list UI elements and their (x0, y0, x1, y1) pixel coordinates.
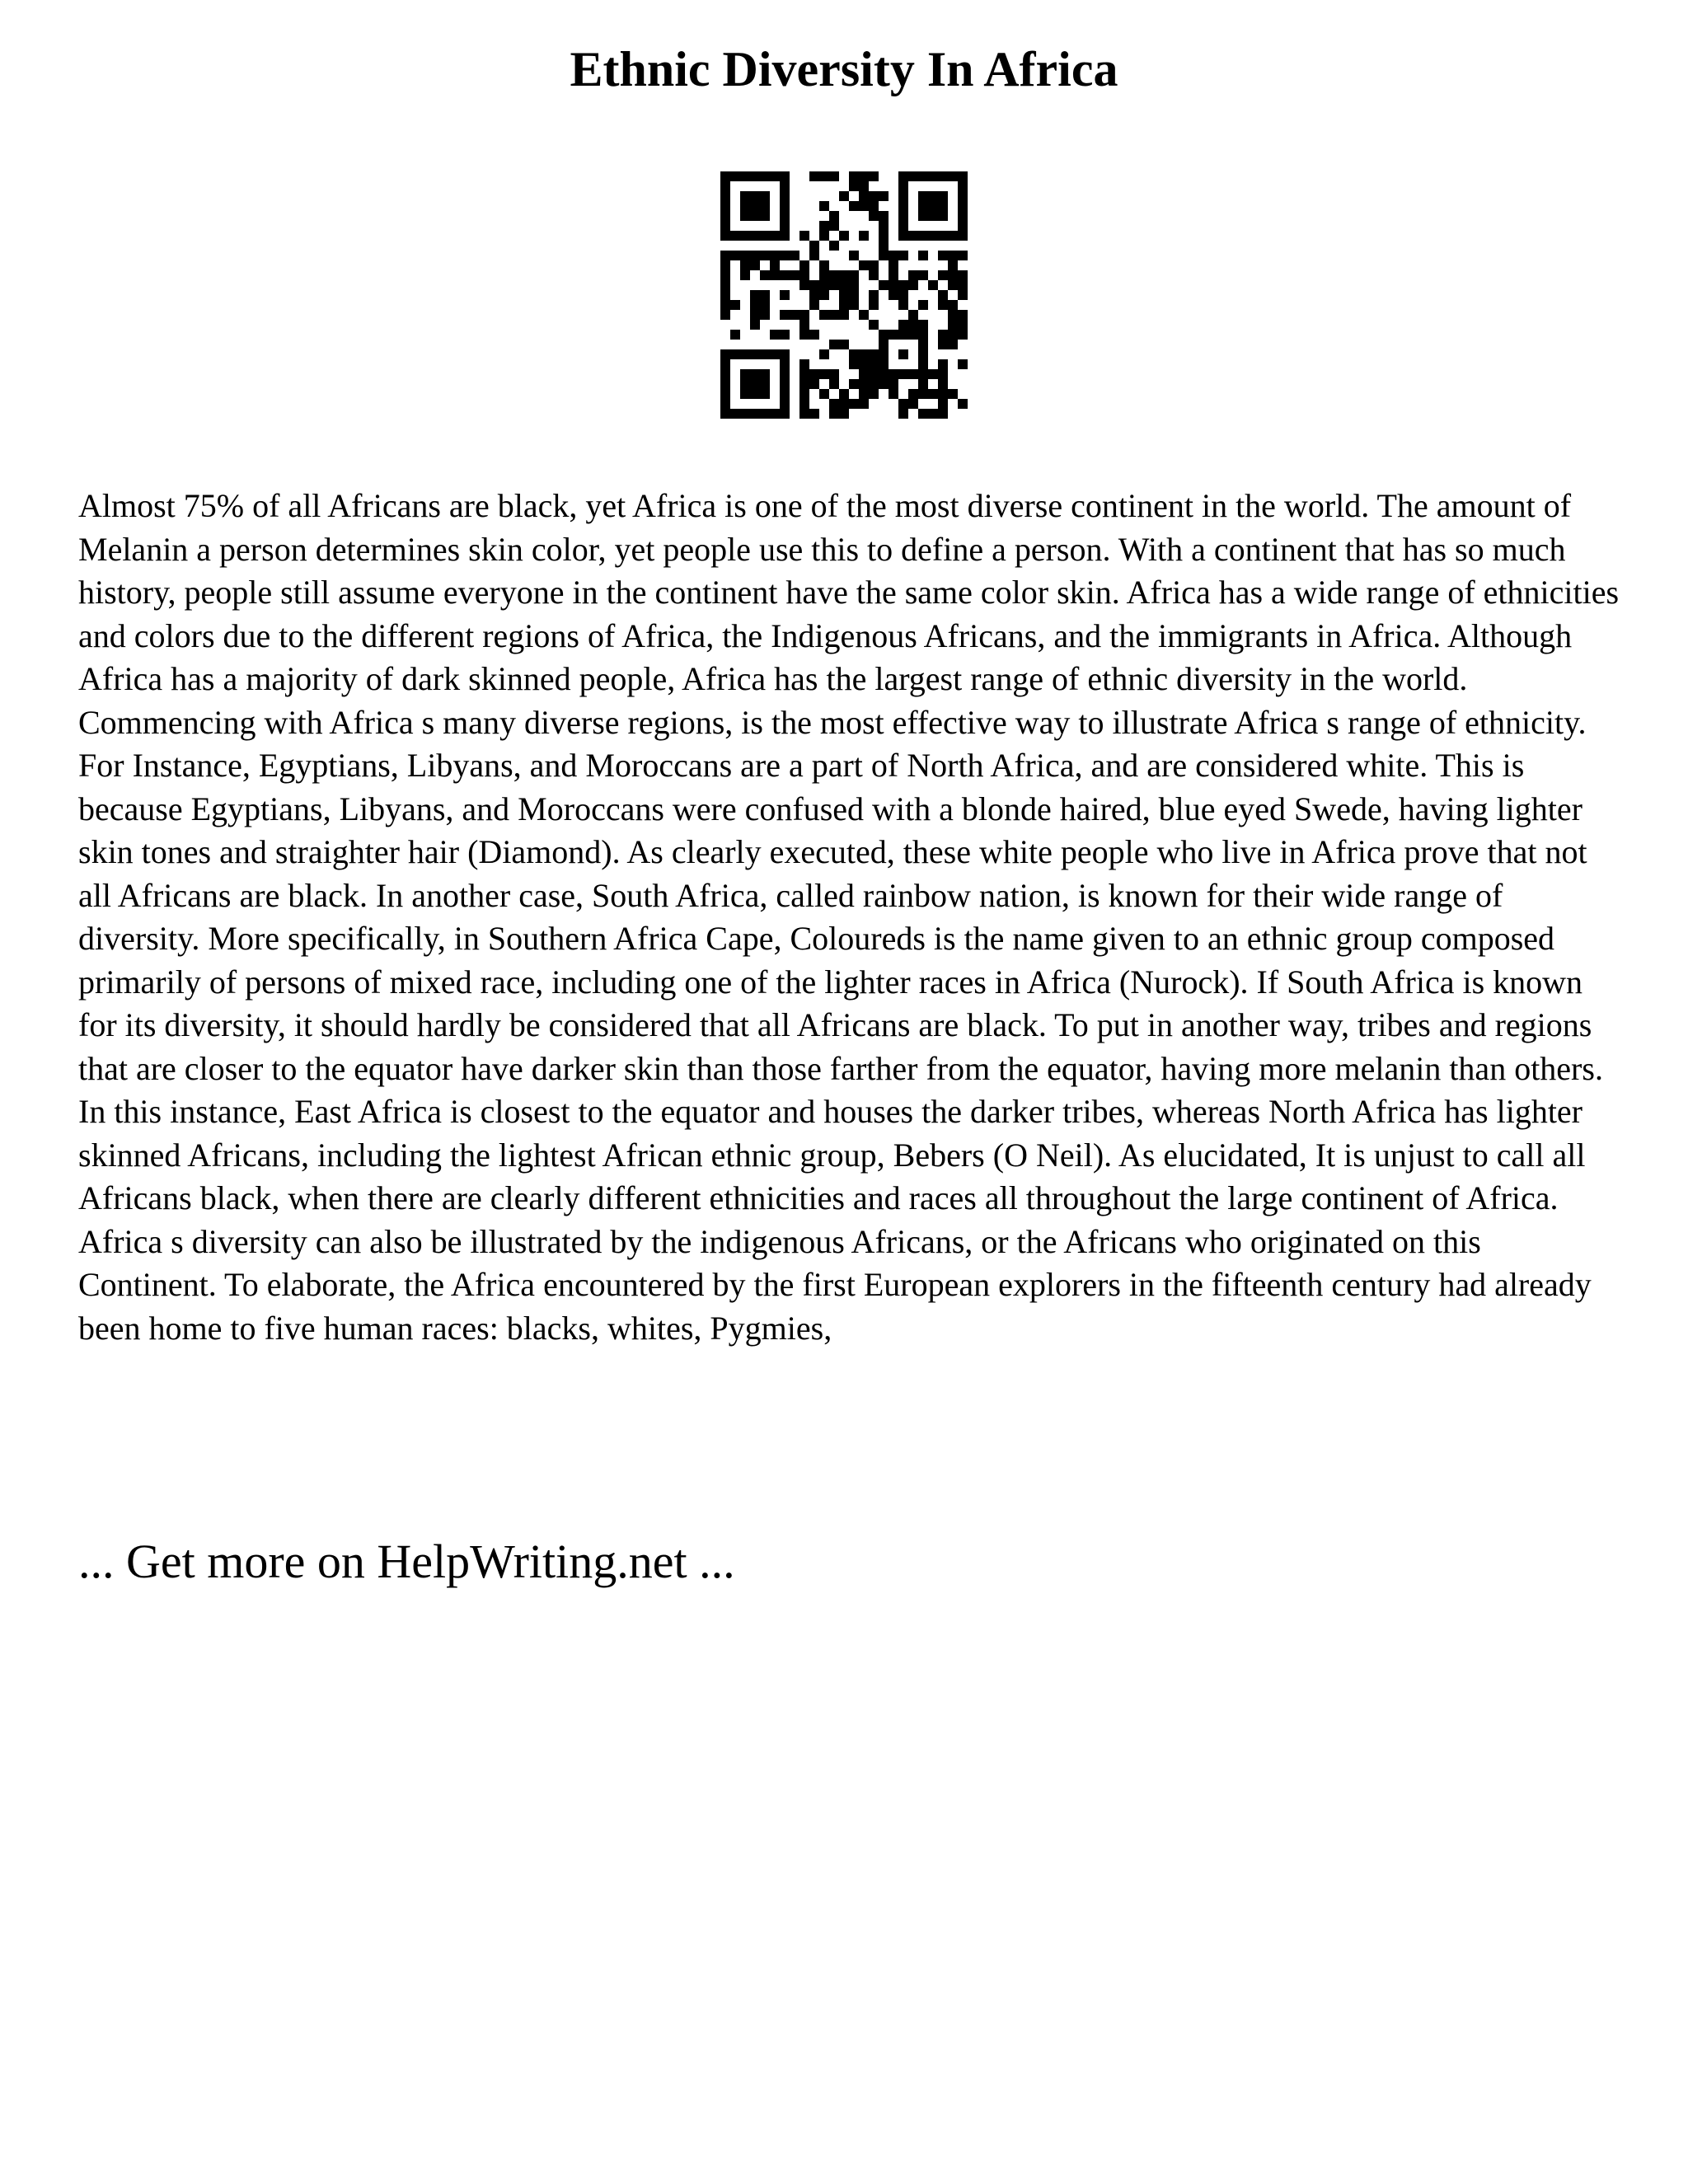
qr-module (948, 280, 958, 290)
qr-module (849, 290, 859, 300)
qr-module (908, 369, 918, 379)
qr-module (879, 330, 889, 340)
qr-module (908, 399, 918, 409)
qr-module (879, 359, 889, 369)
qr-module (889, 369, 898, 379)
qr-module (889, 270, 898, 280)
qr-module (780, 290, 790, 300)
qr-module (849, 399, 859, 409)
qr-module (938, 340, 948, 349)
qr-module (889, 260, 898, 270)
qr-module (799, 359, 809, 369)
qr-module (839, 389, 849, 399)
qr-module (898, 280, 908, 290)
qr-module (829, 379, 839, 389)
qr-finder-part (780, 181, 790, 231)
qr-module (938, 251, 948, 260)
qr-module (948, 310, 958, 320)
qr-module (740, 251, 750, 260)
qr-module (809, 171, 819, 181)
qr-module (809, 251, 819, 260)
qr-module (898, 300, 908, 310)
qr-module (750, 251, 760, 260)
qr-module (958, 359, 968, 369)
qr-module (799, 330, 809, 340)
qr-module (859, 201, 869, 211)
qr-module (819, 270, 829, 280)
qr-module (720, 280, 730, 290)
qr-module (918, 389, 928, 399)
qr-module (770, 260, 780, 270)
qr-module (819, 290, 829, 300)
qr-module (829, 221, 839, 231)
qr-module (869, 359, 879, 369)
qr-module (948, 260, 958, 270)
qr-module (809, 379, 819, 389)
qr-module (859, 310, 869, 320)
qr-module (730, 251, 740, 260)
qr-module (869, 270, 879, 280)
qr-module (760, 270, 770, 280)
qr-module (908, 310, 918, 320)
qr-module (879, 191, 889, 201)
article-body (78, 485, 1620, 1350)
qr-module (869, 290, 879, 300)
qr-module (869, 211, 879, 221)
qr-module (859, 399, 869, 409)
qr-module (938, 379, 948, 389)
qr-module (879, 379, 889, 389)
qr-module (780, 310, 790, 320)
qr-module (879, 231, 889, 241)
qr-module (799, 310, 809, 320)
qr-module (948, 251, 958, 260)
qr-module (859, 191, 869, 201)
qr-module (829, 211, 839, 221)
qr-module (839, 290, 849, 300)
qr-module (958, 270, 968, 280)
qr-module (839, 399, 849, 409)
qr-module (819, 171, 829, 181)
qr-module (859, 349, 869, 359)
qr-module (770, 251, 780, 260)
paragraph-3: Africa s diversity can also be illustrated by the indigenous Africans, or the Africans who originated on this Continent. To elaborate, the Africa encountered by the first European explorers in the fifteenth century had already been home to five human races: blacks, whites, Pygmies, (78, 1222, 1592, 1347)
qr-module (790, 310, 799, 320)
qr-module (948, 270, 958, 280)
qr-module (750, 310, 760, 320)
qr-module (829, 270, 839, 280)
qr-module (918, 340, 928, 349)
qr-module (898, 349, 908, 359)
qr-module (740, 260, 750, 270)
paragraph-2: Commencing with Africa s many diverse regions, is the most effective way to illustrate Africa s range of ethnicity. For Instance, Egyptians, Libyans, and Moroccans are a part of North Africa, and are considered white. This is because Egyptians, Libyans, and Moroccans were confused with a blonde haired, blue eyed Swede, having lighter skin tones and straighter hair (Diamond). As clearly executed, these white people who live in Africa prove that not all Africans are black. In another case, South Africa, called rainbow nation, is known for their wide range of diversity. More specifically, in Southern Africa Cape, Coloureds is the name given to an ethnic group composed primarily of persons of mixed race, including one of the lighter races in Africa (Nurock). If South Africa is known for its diversity, it should hardly be considered that all Africans are black. To put in another way, tribes and regions that are closer to the equator have darker skin than those farther from the equator, having more melanin than others. In this instance, East Africa is closest to the equator and houses the darker tribes, whereas North Africa has lighter skinned Africans, including the lightest African ethnic group, Bebers (O Neil). As elucidated, It is unjust to call all Africans black, when there are clearly different ethnicities and races all throughout the large continent of Africa. (78, 703, 1603, 1216)
qr-module (829, 369, 839, 379)
qr-module (879, 369, 889, 379)
qr-module (799, 369, 809, 379)
qr-module (918, 270, 928, 280)
qr-module (879, 251, 889, 260)
qr-module (849, 201, 859, 211)
qr-module (948, 330, 958, 340)
qr-module (809, 290, 819, 300)
qr-module (799, 399, 809, 409)
qr-module (869, 379, 879, 389)
qr-module (859, 181, 869, 191)
qr-module (849, 379, 859, 389)
qr-module (829, 171, 839, 181)
qr-module (849, 270, 859, 280)
qr-module (750, 290, 760, 300)
qr-module (799, 260, 809, 270)
qr-module (849, 280, 859, 290)
qr-module (879, 340, 889, 349)
qr-module (809, 241, 819, 251)
qr-module (799, 231, 809, 241)
qr-module (918, 320, 928, 330)
qr-module (730, 300, 740, 310)
qr-module (720, 260, 730, 270)
qr-module (889, 280, 898, 290)
qr-module (869, 369, 879, 379)
qr-module (819, 280, 829, 290)
qr-module (780, 251, 790, 260)
qr-module (908, 389, 918, 399)
qr-module (799, 320, 809, 330)
qr-module (799, 389, 809, 399)
qr-module (958, 320, 968, 330)
qr-module (938, 270, 948, 280)
qr-finder-part (720, 359, 730, 409)
qr-module (879, 211, 889, 221)
qr-module (918, 359, 928, 369)
qr-module (918, 330, 928, 340)
qr-module (938, 290, 948, 300)
qr-module (819, 201, 829, 211)
qr-module (720, 310, 730, 320)
qr-module (750, 260, 760, 270)
qr-module (898, 369, 908, 379)
qr-module (869, 389, 879, 399)
qr-module (918, 251, 928, 260)
qr-module (928, 369, 938, 379)
qr-module (809, 280, 819, 290)
qr-module (839, 409, 849, 419)
qr-module (819, 260, 829, 270)
qr-module (790, 270, 799, 280)
qr-module (760, 310, 770, 320)
qr-module (938, 330, 948, 340)
qr-module (879, 349, 889, 359)
qr-module (958, 280, 968, 290)
qr-module (889, 389, 898, 399)
qr-module (928, 409, 938, 419)
qr-module (770, 270, 780, 280)
qr-module (869, 260, 879, 270)
qr-finder-part (720, 409, 790, 419)
qr-module (859, 359, 869, 369)
qr-module (819, 310, 829, 320)
qr-module (938, 300, 948, 310)
qr-module (958, 330, 968, 340)
qr-module (829, 399, 839, 409)
qr-module (780, 330, 790, 340)
page-title: Ethnic Diversity In Africa (570, 42, 1118, 96)
qr-module (740, 270, 750, 280)
qr-module (889, 251, 898, 260)
qr-module (948, 320, 958, 330)
qr-module (869, 349, 879, 359)
qr-module (720, 251, 730, 260)
qr-module (938, 359, 948, 369)
qr-module (859, 379, 869, 389)
qr-finder-part (740, 369, 770, 399)
qr-module (898, 330, 908, 340)
qr-module (760, 290, 770, 300)
qr-module (839, 191, 849, 201)
qr-module (819, 231, 829, 241)
qr-module (799, 379, 809, 389)
qr-module (799, 270, 809, 280)
qr-module (908, 330, 918, 340)
qr-module (799, 409, 809, 419)
qr-module (819, 221, 829, 231)
qr-module (770, 330, 780, 340)
qr-code-icon[interactable] (720, 171, 968, 419)
qr-module (898, 320, 908, 330)
qr-module (928, 280, 938, 290)
qr-module (829, 409, 839, 419)
qr-module (889, 290, 898, 300)
qr-module (918, 369, 928, 379)
qr-module (839, 310, 849, 320)
qr-module (809, 300, 819, 310)
qr-module (819, 349, 829, 359)
qr-module (730, 330, 740, 340)
qr-module (898, 251, 908, 260)
qr-module (849, 349, 859, 359)
qr-module (958, 251, 968, 260)
qr-module (839, 280, 849, 290)
qr-finder-part (918, 191, 948, 221)
qr-finder-part (720, 349, 790, 359)
qr-module (938, 399, 948, 409)
qr-module (849, 251, 859, 260)
qr-module (780, 270, 790, 280)
qr-module (829, 241, 839, 251)
qr-module (839, 300, 849, 310)
qr-module (859, 171, 869, 181)
qr-module (839, 270, 849, 280)
qr-module (869, 171, 879, 181)
qr-module (849, 300, 859, 310)
qr-module (879, 280, 889, 290)
qr-module (918, 300, 928, 310)
paragraph-1: Almost 75% of all Africans are black, yet Africa is one of the most diverse continent in the world. The amount of Melanin a person determines skin color, yet people use this to define a person. With a continent that has so much history, people still assume everyone in the continent have the same color skin. Africa has a wide range of ethnicities and colors due to the different regions of Africa, the Indigenous Africans, and the immigrants in Africa. Although Africa has a majority of dark skinned people, Africa has the largest range of ethnic diversity in the world. (78, 487, 1620, 697)
qr-module (938, 389, 948, 399)
qr-finder-part (898, 171, 968, 181)
qr-module (720, 290, 730, 300)
qr-module (809, 330, 819, 340)
qr-finder-part (740, 191, 770, 221)
qr-module (908, 280, 918, 290)
qr-finder-part (898, 181, 908, 231)
qr-finder-part (958, 181, 968, 231)
qr-module (829, 340, 839, 349)
qr-module (750, 300, 760, 310)
qr-module (869, 201, 879, 211)
qr-module (760, 251, 770, 260)
qr-module (849, 181, 859, 191)
qr-module (839, 231, 849, 241)
qr-module (918, 349, 928, 359)
qr-module (809, 409, 819, 419)
qr-module (948, 389, 958, 399)
qr-module (948, 340, 958, 349)
qr-module (859, 260, 869, 270)
qr-module (849, 171, 859, 181)
qr-module (938, 409, 948, 419)
qr-module (809, 369, 819, 379)
qr-module (869, 191, 879, 201)
qr-module (720, 270, 730, 280)
qr-module (839, 340, 849, 349)
qr-module (750, 320, 760, 330)
qr-module (958, 399, 968, 409)
qr-module (898, 409, 908, 419)
qr-finder-part (780, 359, 790, 409)
qr-finder-part (720, 231, 790, 241)
qr-module (829, 280, 839, 290)
qr-module (799, 280, 809, 290)
qr-module (898, 399, 908, 409)
qr-finder-part (898, 231, 968, 241)
qr-module (790, 251, 799, 260)
qr-finder-part (720, 181, 730, 231)
get-more-link[interactable]: ... Get more on HelpWriting.net ... (78, 1535, 735, 1588)
qr-finder-part (720, 171, 790, 181)
qr-module (938, 369, 948, 379)
qr-module (908, 320, 918, 330)
qr-module (720, 300, 730, 310)
qr-module (859, 369, 869, 379)
qr-module (760, 300, 770, 310)
qr-module (928, 389, 938, 399)
qr-module (958, 310, 968, 320)
qr-module (869, 320, 879, 330)
qr-module (908, 270, 918, 280)
qr-module (958, 290, 968, 300)
qr-code-graphic (720, 171, 968, 419)
qr-module (859, 231, 869, 241)
qr-module (948, 300, 958, 310)
qr-module (879, 221, 889, 231)
qr-module (889, 379, 898, 389)
qr-module (898, 290, 908, 300)
qr-module (819, 389, 829, 399)
qr-module (918, 409, 928, 419)
qr-module (889, 330, 898, 340)
qr-module (869, 300, 879, 310)
qr-module (859, 389, 869, 399)
qr-module (849, 359, 859, 369)
qr-module (819, 369, 829, 379)
qr-module (879, 241, 889, 251)
qr-module (918, 379, 928, 389)
qr-module (829, 310, 839, 320)
